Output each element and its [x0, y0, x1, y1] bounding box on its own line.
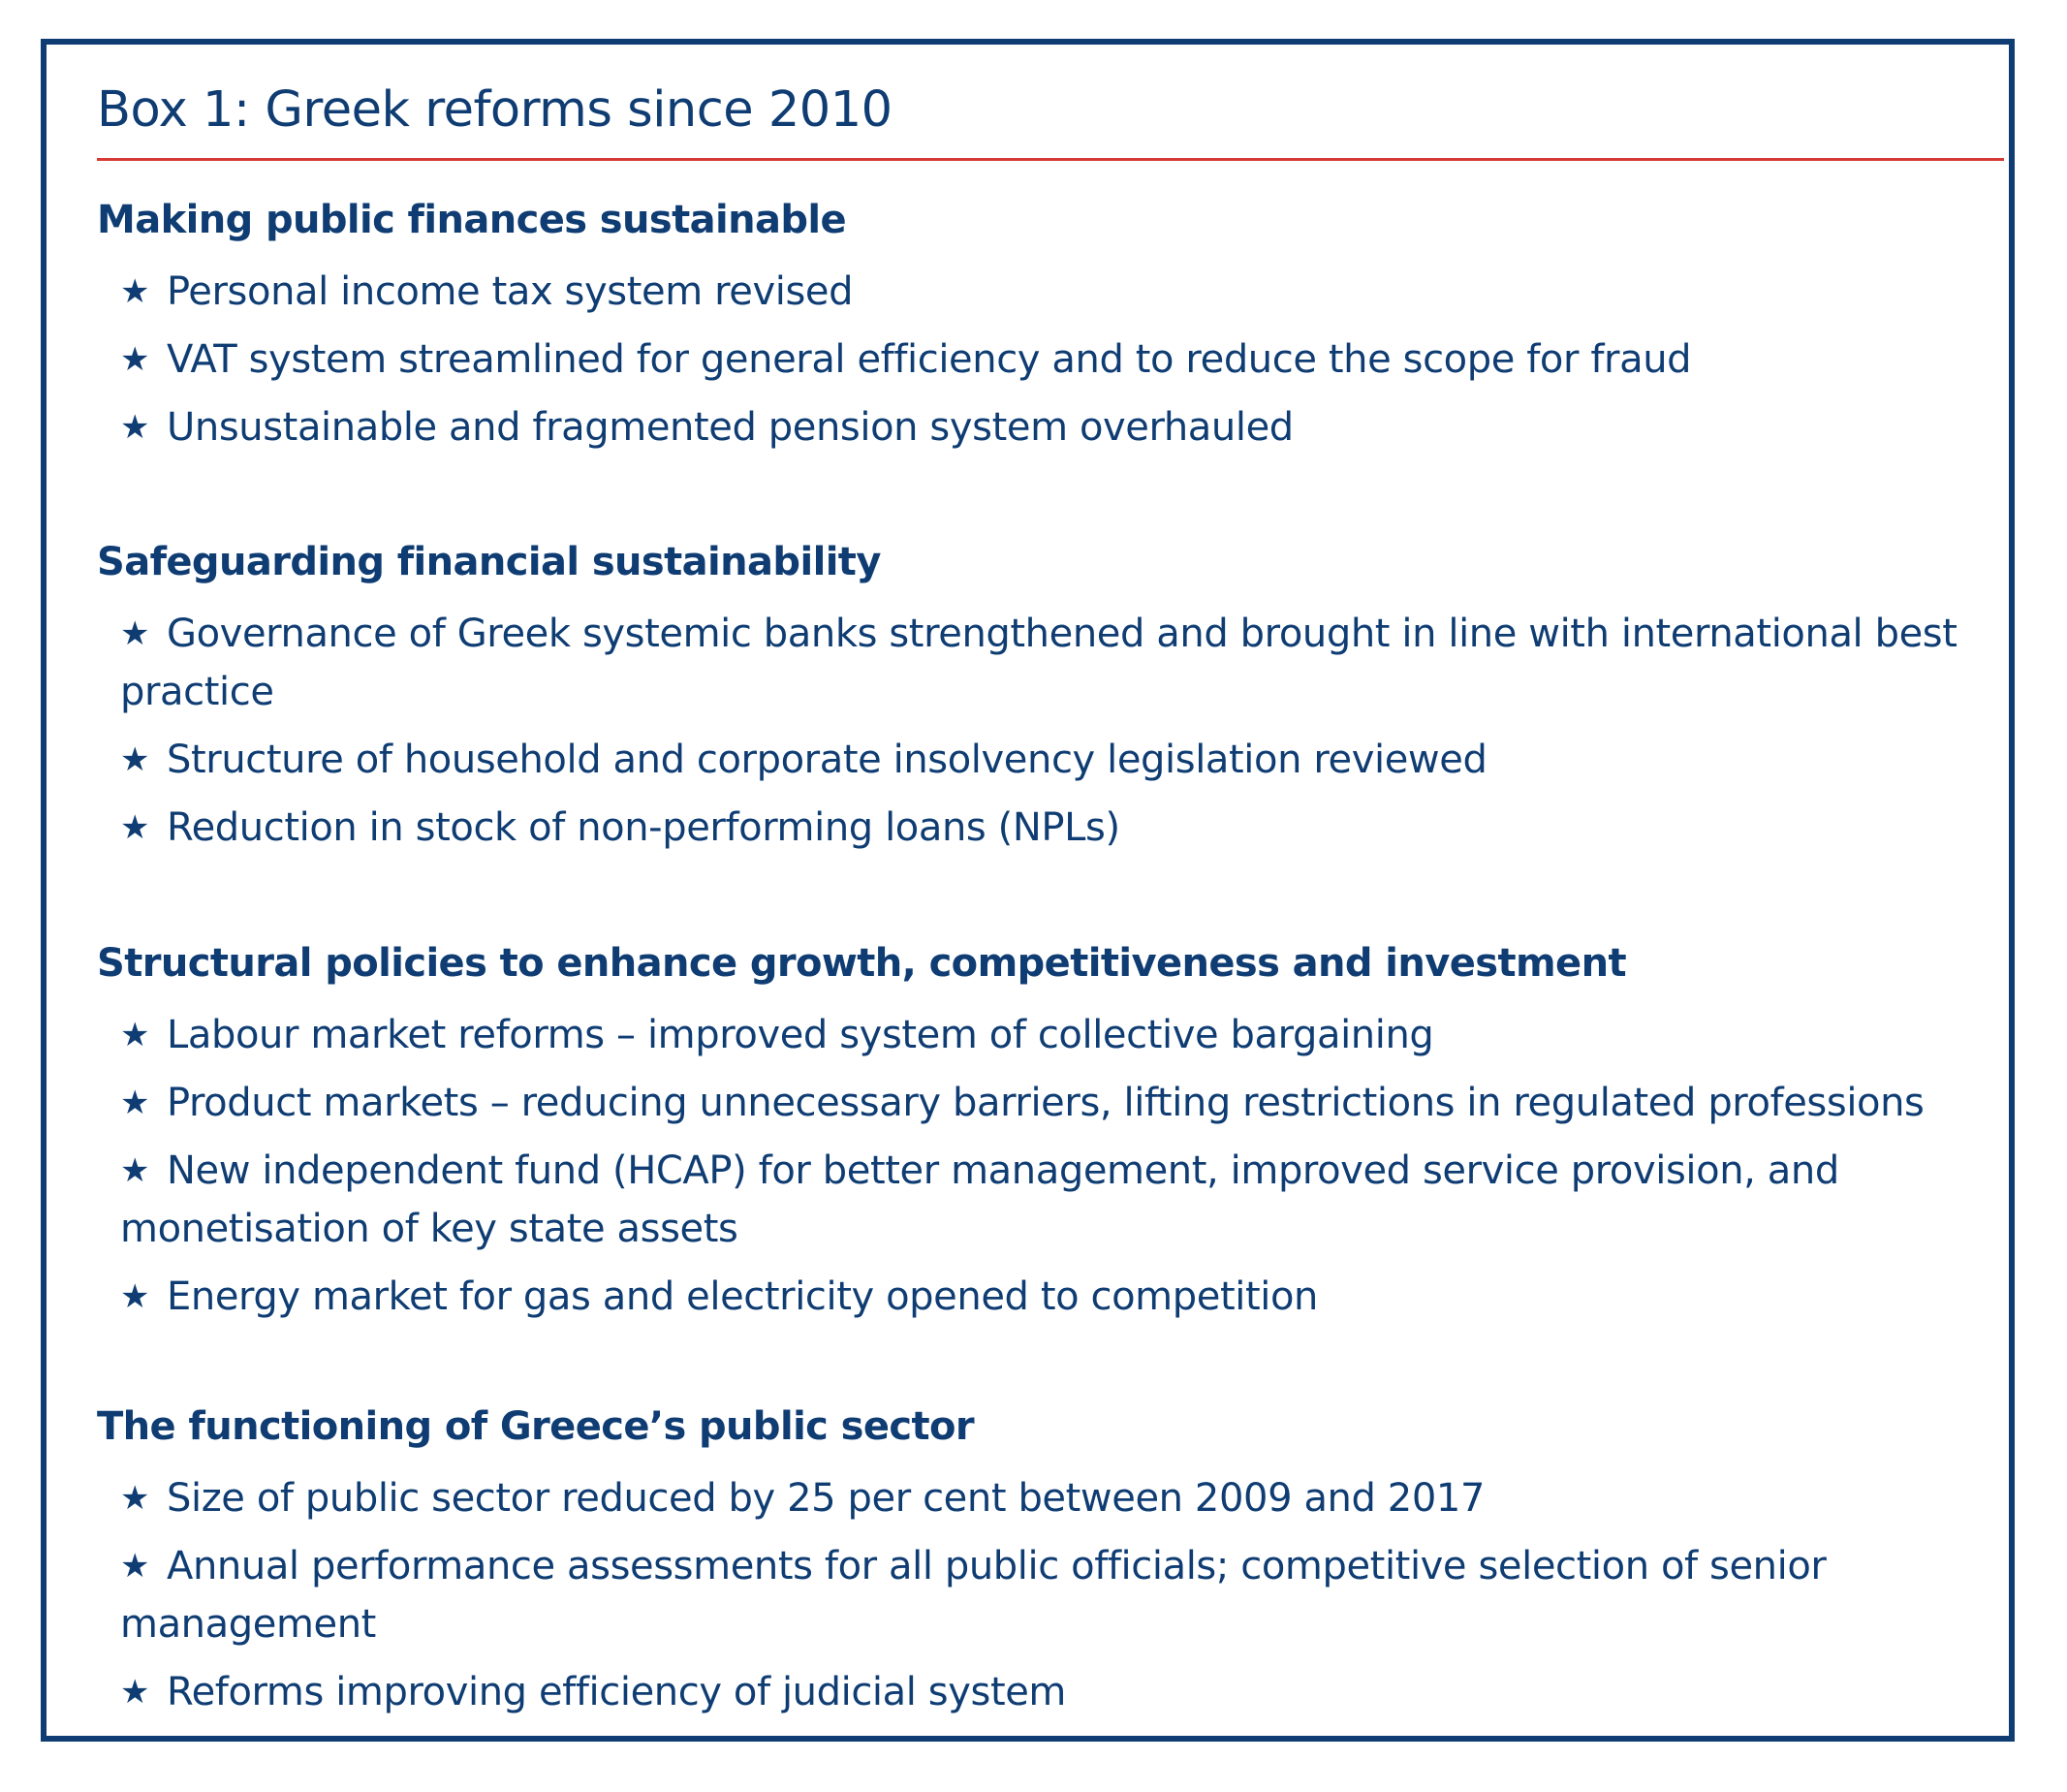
- star-icon: ★: [120, 272, 150, 311]
- section-heading: Safeguarding financial sustainability: [97, 540, 881, 584]
- star-icon: ★: [120, 1151, 150, 1190]
- item-text: Annual performance assessments for all public officials; competitive selection of senior management: [120, 1544, 1827, 1647]
- star-icon: ★: [120, 408, 150, 447]
- section-public-sector: [97, 1398, 1996, 1731]
- section-financial-sustainability: [97, 533, 1996, 866]
- star-icon: ★: [120, 1277, 150, 1316]
- list-item: [97, 731, 1996, 789]
- box-title: Box 1: Greek reforms since 2010: [97, 81, 893, 139]
- star-icon: ★: [120, 1673, 150, 1712]
- item-text: Reforms improving efficiency of judicial system: [167, 1670, 1066, 1714]
- star-icon: ★: [120, 740, 150, 779]
- list-item: [97, 1663, 1996, 1721]
- list-item: [97, 799, 1996, 857]
- list-item: [97, 1469, 1996, 1527]
- item-text: Energy market for gas and electricity opened to competition: [167, 1274, 1318, 1319]
- list-item: [97, 1142, 1996, 1258]
- section-heading: Structural policies to enhance growth, competitiveness and investment: [97, 941, 1626, 986]
- list-item: [97, 1537, 1996, 1653]
- item-text: Governance of Greek systemic banks strengthened and brought in line with international best practice: [120, 612, 1957, 714]
- reform-list: [97, 1006, 1996, 1326]
- star-icon: ★: [120, 1547, 150, 1586]
- list-item: [97, 263, 1996, 321]
- star-icon: ★: [120, 1479, 150, 1518]
- star-icon: ★: [120, 808, 150, 847]
- reform-list: [97, 263, 1996, 456]
- item-text: Labour market reforms – improved system of collective bargaining: [167, 1013, 1434, 1057]
- list-item: [97, 605, 1996, 721]
- star-icon: ★: [120, 340, 150, 379]
- item-text: Structure of household and corporate insolvency legislation reviewed: [167, 738, 1488, 782]
- reforms-box: [41, 39, 2015, 1742]
- list-item: [97, 1006, 1996, 1064]
- section-heading: Making public finances sustainable: [97, 198, 847, 242]
- item-text: Product markets – reducing unnecessary barriers, lifting restrictions in regulated professions: [167, 1081, 1925, 1125]
- item-text: Reduction in stock of non-performing loans (NPLs): [167, 805, 1120, 850]
- reform-list: [97, 605, 1996, 857]
- item-text: Unsustainable and fragmented pension system overhauled: [167, 405, 1294, 450]
- item-text: VAT system streamlined for general efficiency and to reduce the scope for fraud: [167, 337, 1692, 382]
- section-public-finances: [97, 191, 1996, 466]
- item-text: Size of public sector reduced by 25 per cent between 2009 and 2017: [167, 1476, 1486, 1521]
- item-text: Personal income tax system revised: [167, 269, 854, 314]
- list-item: [97, 330, 1996, 389]
- star-icon: ★: [120, 614, 150, 653]
- star-icon: ★: [120, 1084, 150, 1122]
- section-structural-policies: [97, 934, 1996, 1336]
- list-item: [97, 1074, 1996, 1132]
- list-item: [97, 398, 1996, 456]
- title-divider: [97, 158, 2004, 161]
- star-icon: ★: [120, 1016, 150, 1054]
- section-heading: The functioning of Greece’s public sector: [97, 1404, 974, 1449]
- list-item: [97, 1268, 1996, 1326]
- reform-list: [97, 1469, 1996, 1721]
- item-text: New independent fund (HCAP) for better management, improved service provision, and monetisation of key state assets: [120, 1148, 1839, 1251]
